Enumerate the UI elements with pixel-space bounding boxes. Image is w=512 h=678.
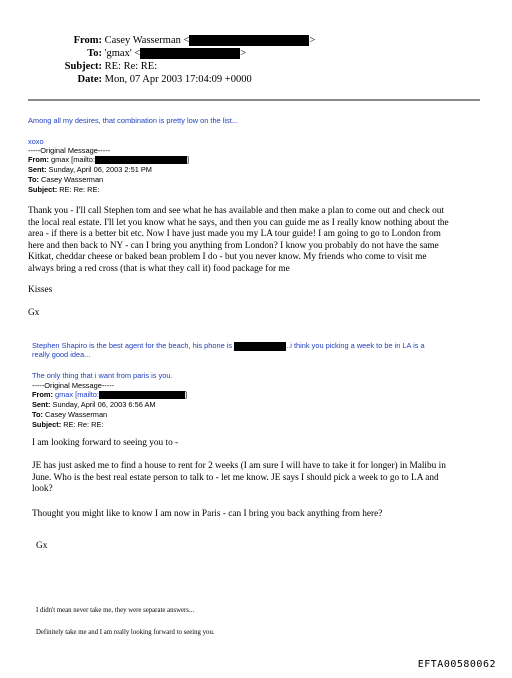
kisses-text: Kisses bbox=[28, 285, 53, 295]
quote2-to-value: Casey Wasserman bbox=[45, 410, 108, 419]
quote1-to-value: Casey Wasserman bbox=[41, 175, 104, 184]
note-take-me: Definitely take me and I am really looking forward to seeing you. bbox=[36, 629, 215, 636]
body1-line: the local real estate. I'll let you know what he says, and then you can guide me as I really know nothing about the bbox=[28, 217, 449, 228]
header-date-row bbox=[42, 73, 252, 87]
header-to-label: To: bbox=[87, 48, 102, 59]
quote2-from-row bbox=[32, 390, 187, 400]
quote1-subject-label: Subject: bbox=[28, 185, 58, 194]
signoff-xoxo: xoxo bbox=[28, 137, 44, 146]
header-date-value: Mon, 07 Apr 2003 17:04:09 +0000 bbox=[104, 74, 252, 85]
quote1-from-row bbox=[28, 155, 189, 165]
quote2-to-row bbox=[32, 410, 107, 420]
reply-mid-a: Stephen Shapiro is the best agent for the beach, his phone is bbox=[32, 341, 233, 350]
body2-intro: I am looking forward to seeing you to - bbox=[32, 438, 179, 448]
header-subject-label: Subject: bbox=[64, 61, 102, 72]
quote2-subject-value: RE: Re: RE: bbox=[63, 420, 104, 429]
redaction-box bbox=[95, 155, 190, 164]
reply-mid-b: ..i think you picking a week to be in LA is a bbox=[286, 341, 425, 350]
quote2-from-value: gmax [mailto: bbox=[55, 390, 99, 399]
header-date-label: Date: bbox=[77, 74, 102, 85]
quote1-from-tail: ] bbox=[186, 155, 190, 164]
quote2-sent-row bbox=[32, 400, 156, 410]
body1-line: here and then back to NY - can I bring you anything from London? I know you probably do not have the same bbox=[28, 240, 439, 251]
quote1-sent-row bbox=[28, 165, 152, 175]
body2-line: look? bbox=[32, 484, 53, 495]
quote1-subject-value: RE: Re: RE: bbox=[59, 185, 100, 194]
quote1-divider: -----Original Message----- bbox=[28, 146, 111, 155]
signature-gx: Gx bbox=[28, 308, 40, 318]
redaction-box bbox=[189, 35, 309, 46]
document-id: EFTA00580062 bbox=[417, 659, 496, 670]
body2-paragraph bbox=[32, 461, 492, 496]
quote1-sent-label: Sent: bbox=[28, 165, 47, 174]
quote2-sent-value: Sunday, April 06, 2003 6:56 AM bbox=[52, 400, 156, 409]
body1-line: Kitkat, cheddar cheese or baked bean problem I do - but you never know. My friends who come to visit me bbox=[28, 252, 427, 263]
quote2-to-label: To: bbox=[32, 410, 43, 419]
quote2-from-tail: ] bbox=[184, 390, 188, 399]
quote2-sent-label: Sent: bbox=[32, 400, 51, 409]
quote1-to-label: To: bbox=[28, 175, 39, 184]
quote2-subject-label: Subject: bbox=[32, 420, 62, 429]
reply-mid-line1 bbox=[32, 341, 425, 351]
signature-gx-2: Gx bbox=[36, 541, 48, 551]
reply-mid-c: really good idea... bbox=[32, 350, 91, 359]
header-from-row bbox=[42, 34, 315, 48]
header-subject-row bbox=[42, 60, 157, 74]
redaction-box bbox=[234, 342, 286, 351]
body2-line: June. Who is the best real estate person to talk to - let me know. JE says I should pick a week to go to LA and bbox=[32, 472, 439, 483]
quote2-subject-row bbox=[32, 420, 103, 430]
header-to-row bbox=[42, 47, 246, 61]
header-divider bbox=[28, 99, 480, 101]
body1-line: area - if there is a better bit etc. Now I have just made you my LA tour guide! I am going to go to London from bbox=[28, 229, 441, 240]
body1-paragraph bbox=[28, 206, 488, 276]
quote1-subject-row bbox=[28, 185, 99, 195]
body2-line: JE has just asked me to find a house to rent for 2 weeks (I am sure I will have to take it for longer) in Malibu in bbox=[32, 461, 446, 471]
reply-mid-2: The only thing that i want from paris is you. bbox=[32, 371, 173, 380]
quote2-from-label: From: bbox=[32, 390, 53, 399]
quote1-sent-value: Sunday, April 06, 2003 2:51 PM bbox=[48, 165, 152, 174]
header-from-tail: > bbox=[309, 35, 316, 46]
body1-line: always bring a red cross (that is what they call it) food package for me bbox=[28, 263, 290, 274]
quote2-divider: -----Original Message----- bbox=[32, 381, 115, 390]
header-to-tail: > bbox=[240, 48, 247, 59]
header-to-value: 'gmax' < bbox=[104, 48, 141, 59]
body1-line: Thank you - I'll call Stephen tom and see what he has available and then make a plan to come out and check out bbox=[28, 206, 445, 216]
quote1-from-label: From: bbox=[28, 155, 49, 164]
redaction-box bbox=[140, 48, 240, 59]
quote1-to-row bbox=[28, 175, 103, 185]
quote1-from-value: gmax [mailto: bbox=[51, 155, 95, 164]
redaction-box bbox=[99, 390, 188, 399]
header-from-label: From: bbox=[73, 35, 102, 46]
body2-paris: Thought you might like to know I am now in Paris - can I bring you back anything from here? bbox=[32, 509, 383, 519]
header-subject-value: RE: Re: RE: bbox=[104, 61, 158, 72]
reply-top: Among all my desires, that combination is pretty low on the list... bbox=[28, 116, 238, 125]
header-from-value: Casey Wasserman < bbox=[104, 35, 190, 46]
note-separate-answers: I didn't mean never take me, they were separate answers... bbox=[36, 607, 195, 614]
